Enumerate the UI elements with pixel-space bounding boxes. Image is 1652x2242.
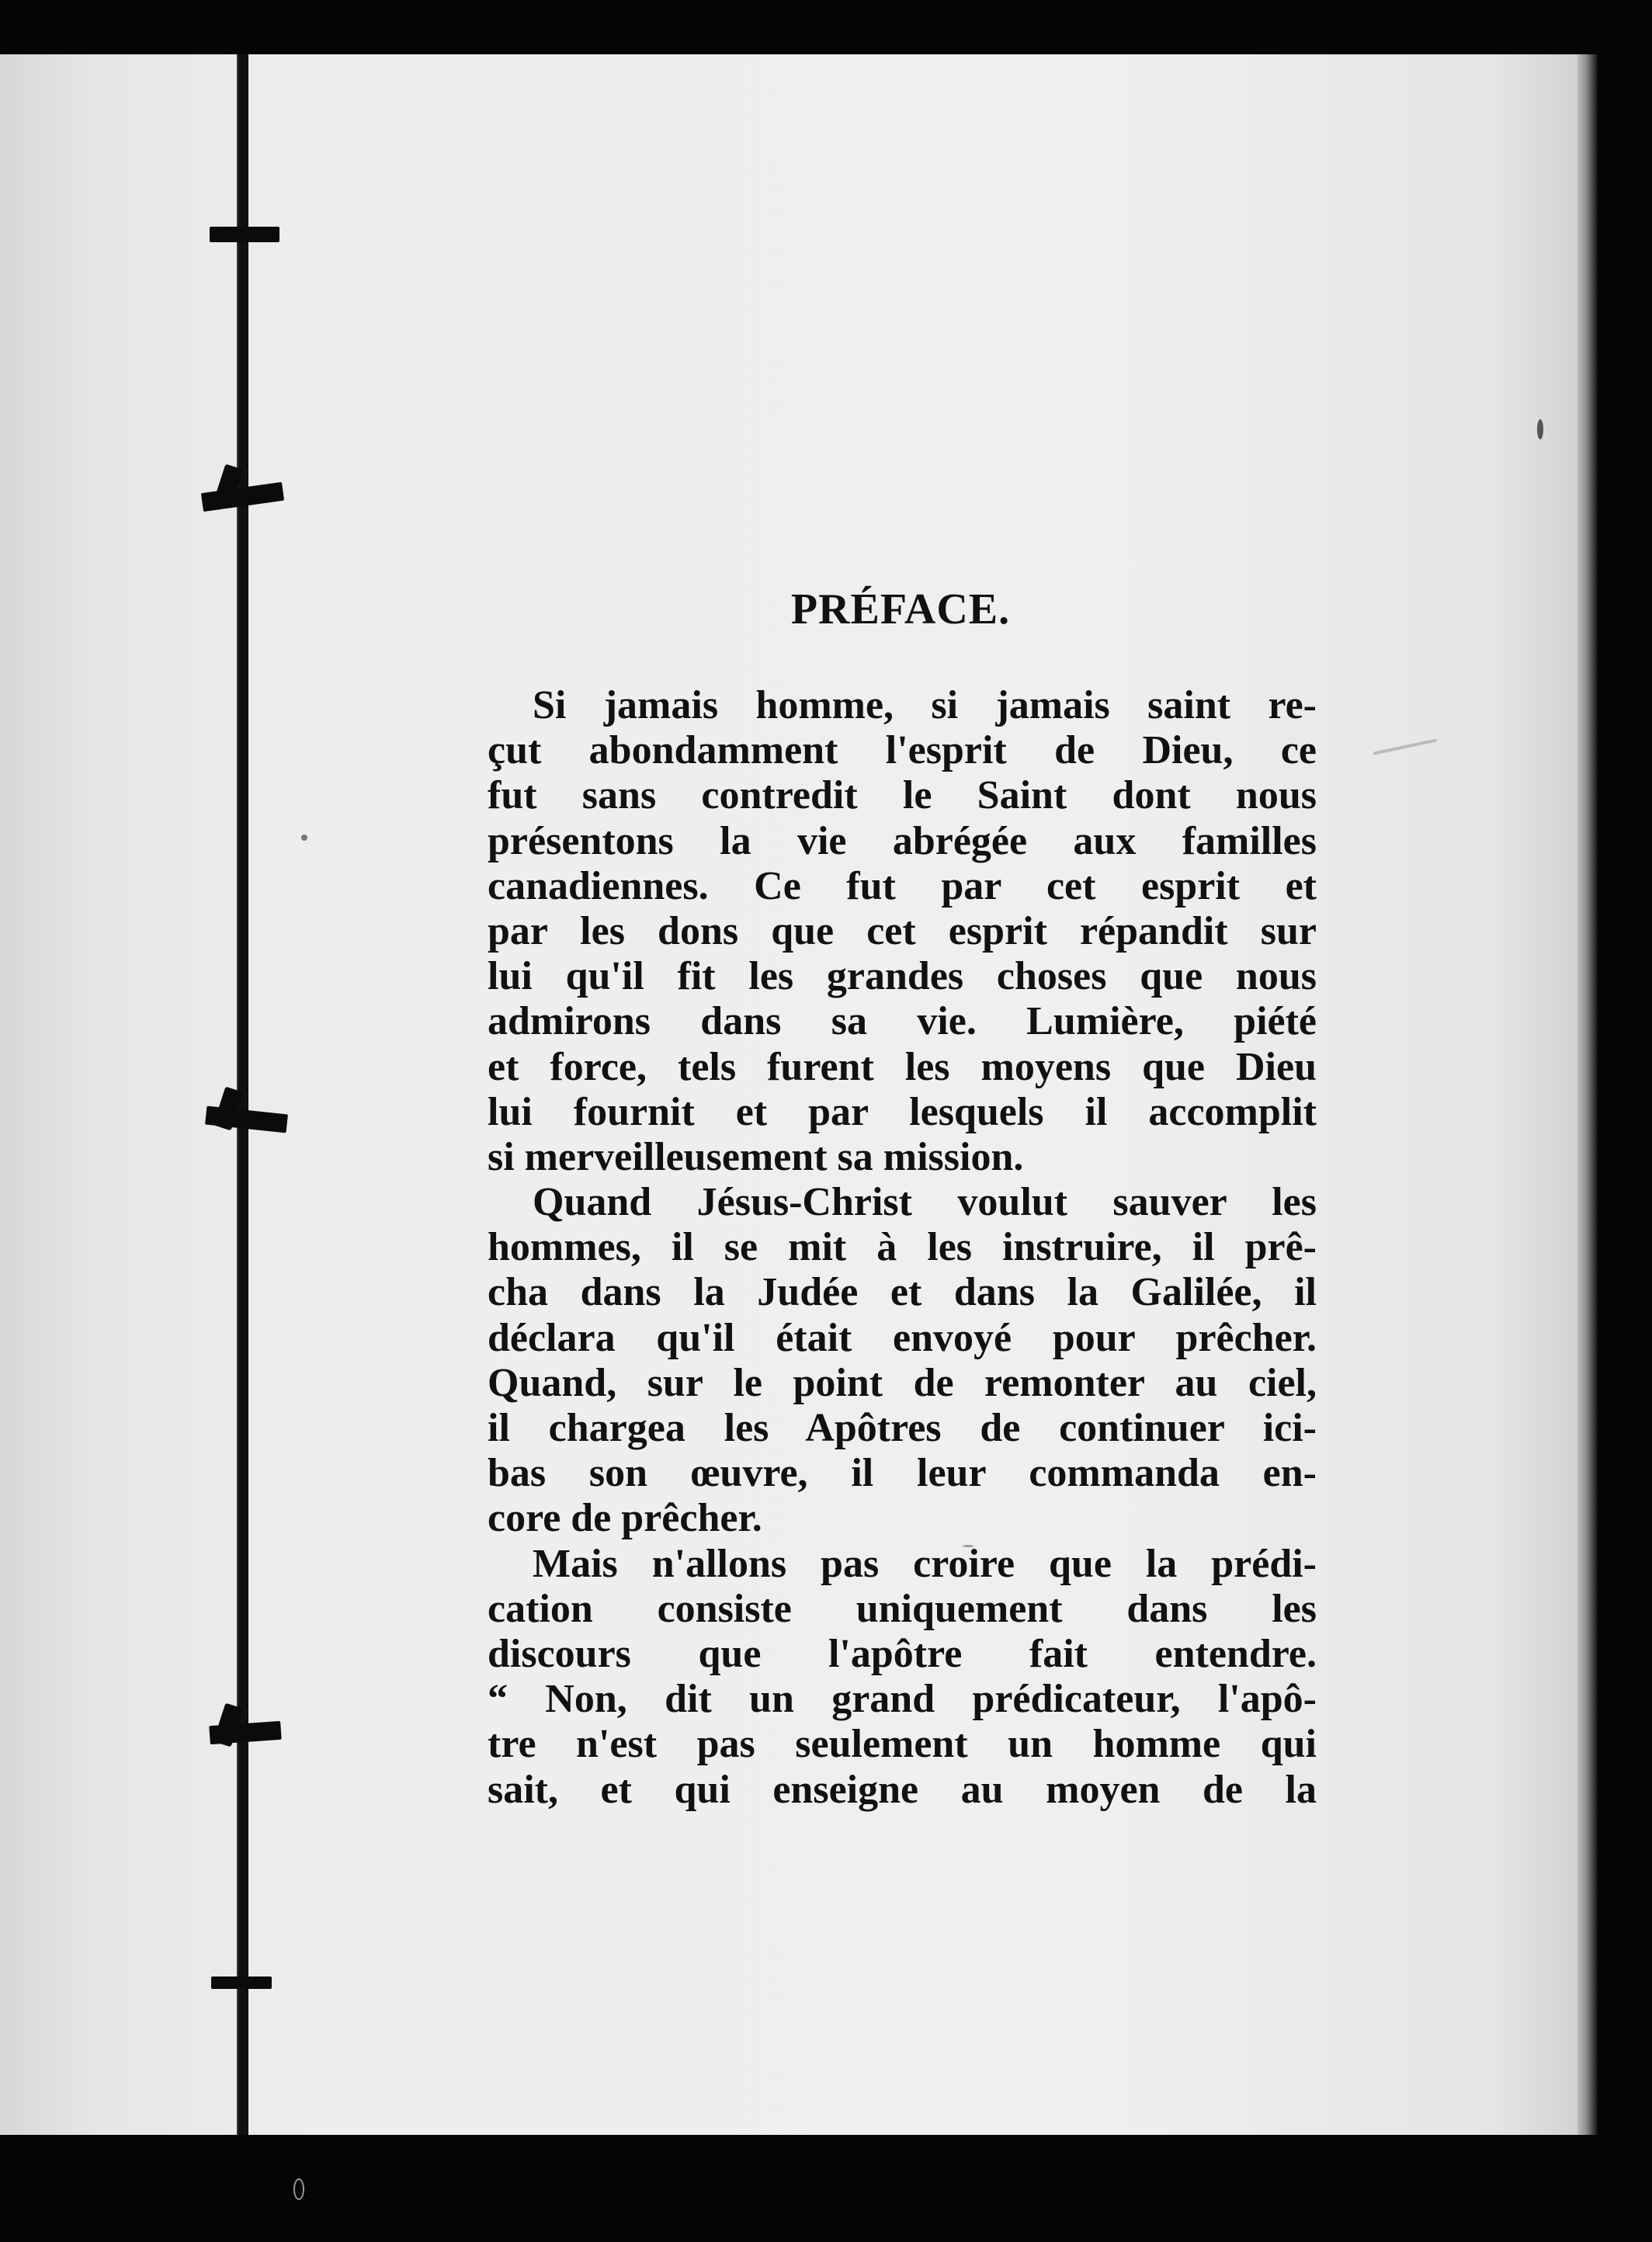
text-line: cha dans la Judée et dans la Galilée, il: [488, 1270, 1317, 1315]
text-line: lui fournit et par lesquels il accomplit: [488, 1089, 1317, 1134]
text-line: sait, et qui enseigne au moyen de la: [488, 1767, 1317, 1812]
text-line: déclara qu'il était envoyé pour prêcher.: [488, 1315, 1317, 1360]
paper-speck: [301, 835, 307, 841]
text-line: çut abondamment l'esprit de Dieu, ce: [488, 728, 1317, 773]
text-line: lui qu'il fit les grandes choses que nous: [488, 954, 1317, 999]
text-line: cation consiste uniquement dans les: [488, 1586, 1317, 1631]
text-line: discours que l'apôtre fait entendre.: [488, 1631, 1317, 1676]
text-line: il chargea les Apôtres de continuer ici-: [488, 1406, 1317, 1450]
text-line: Mais n'allons pas croire que la prédi-: [533, 1541, 1317, 1586]
text-line: “ Non, dit un grand prédicateur, l'apô-: [488, 1677, 1317, 1722]
text-line: admirons dans sa vie. Lumière, piété: [488, 999, 1317, 1044]
page-edge-shadow: [1577, 54, 1598, 2135]
text-line: canadiennes. Ce fut par cet esprit et: [488, 863, 1317, 908]
text-line: si merveilleusement sa mission.: [488, 1134, 1024, 1179]
paper-speck: [1537, 419, 1543, 439]
binding-stitch: [211, 1976, 272, 1989]
text-line: Si jamais homme, si jamais saint re-: [533, 683, 1317, 727]
text-line: Quand Jésus-Christ voulut sauver les: [533, 1180, 1317, 1225]
text-line: Quand, sur le point de remonter au ciel,: [488, 1360, 1317, 1405]
text-line: bas son œuvre, il leur commanda en-: [488, 1451, 1317, 1496]
text-block: [488, 683, 1317, 1813]
page-heading: PRÉFACE.: [790, 585, 1011, 633]
scan-mark: [293, 2178, 304, 2200]
text-line: hommes, il se mit à les instruire, il prê-: [488, 1225, 1317, 1270]
text-line: tre n'est pas seulement un homme qui: [488, 1722, 1317, 1767]
text-line: et force, tels furent les moyens que Dieu: [488, 1044, 1317, 1089]
text-line: par les dons que cet esprit répandit sur: [488, 908, 1317, 953]
text-line: présentons la vie abrégée aux familles: [488, 818, 1317, 863]
binding-stitch: [210, 227, 279, 242]
text-line: core de prêcher.: [488, 1496, 762, 1541]
text-line: fut sans contredit le Saint dont nous: [488, 773, 1317, 818]
